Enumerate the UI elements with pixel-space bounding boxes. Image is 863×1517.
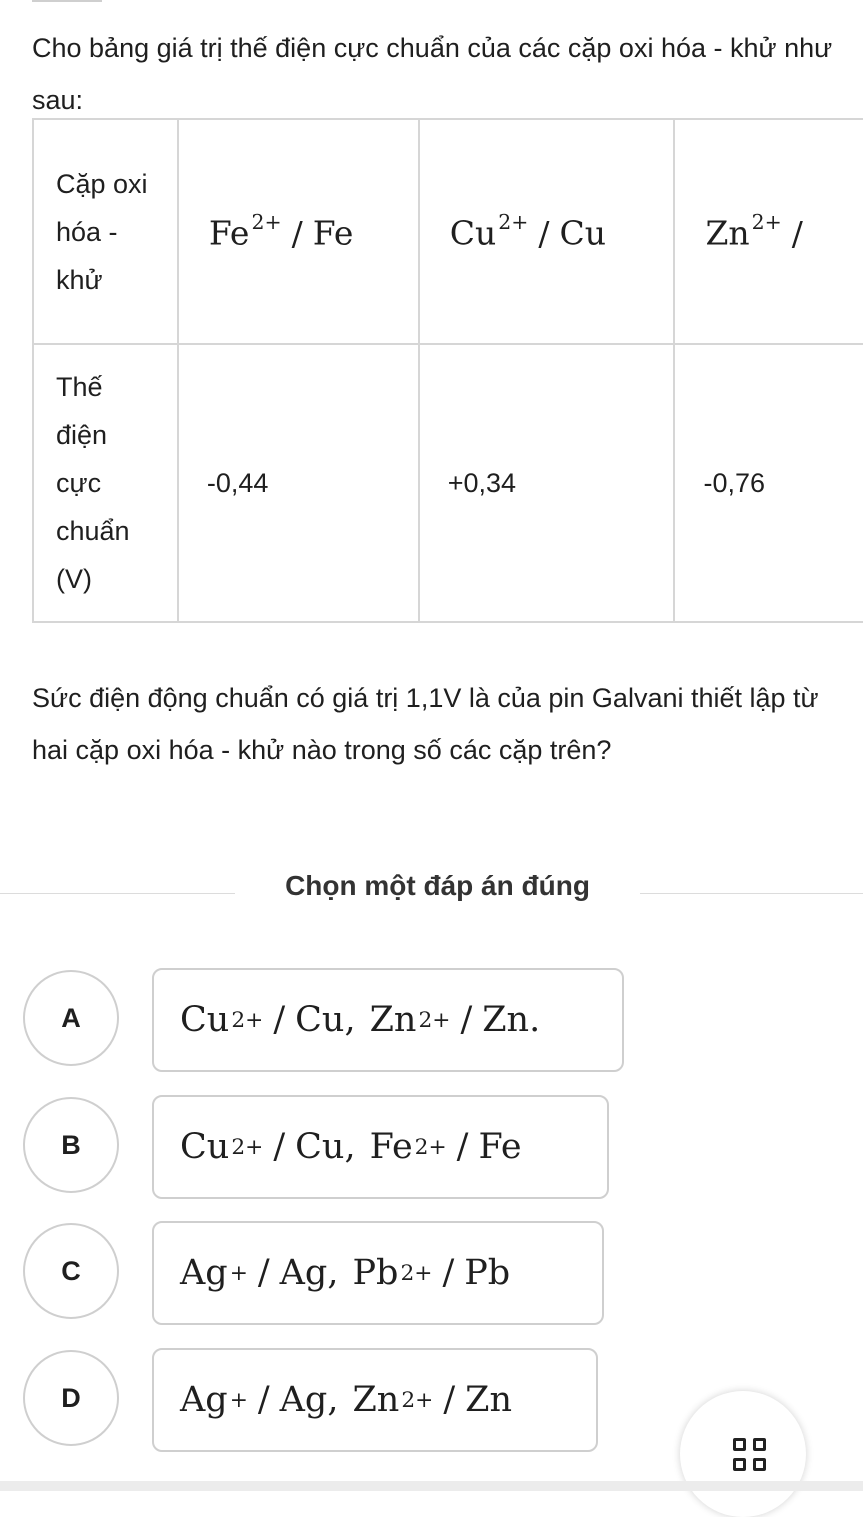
cell-pair-cu: $Cu^{2+}$ / Cu [419,119,675,344]
row-header-pair: Cặp oxi hóa - khử [33,119,178,344]
option-a-letter[interactable] [23,970,119,1066]
option-a-button[interactable]: Cu 2+ / Cu , Zn 2+ / Zn . [152,968,624,1072]
divider [640,893,863,894]
charge-text: 2+ [231,1007,264,1033]
charge-text: 2+ [400,1260,433,1286]
option-letter-text: B [61,1129,81,1160]
cell-potential-cu: +0,34 [419,344,675,622]
ion-text: Fe [208,213,250,253]
cell-pair-fe: $Fe^{2+}$ / Fe [178,119,419,344]
bottom-bar [0,1481,863,1491]
metal-text: Cu [295,1000,345,1040]
metal-text: Zn [482,1000,530,1040]
row-header-potential: Thế điện cực chuẩn (V) [33,344,178,622]
option-c-letter[interactable] [23,1223,119,1319]
ion-text: Pb [352,1253,399,1293]
option-d-button[interactable]: Ag + / Ag , Zn 2+ / Zn [152,1348,598,1452]
table-row [33,119,863,344]
metal-text: Fe [478,1127,522,1167]
table-row [33,344,863,622]
option-letter-text: D [61,1382,81,1413]
metal-text: Ag [279,1253,328,1293]
cell-pair-zn: $Zn^{2+}$ / [674,119,863,344]
metal-text: Pb [464,1253,511,1293]
potential-table [32,118,863,623]
metal-text: Cu [559,213,607,253]
ion-text: Cu [180,1127,230,1167]
ion-text: Ag [180,1253,228,1293]
charge-text: 2+ [231,1134,264,1160]
ion-text: Zn [352,1380,400,1420]
ion-text: Fe [369,1127,413,1167]
ion-text: Ag [180,1380,228,1420]
option-b-letter[interactable] [23,1097,119,1193]
cell-potential-zn: -0,76 [674,344,863,622]
divider [0,893,235,894]
metal-text: Zn [465,1380,513,1420]
charge-text: 2+ [751,210,782,235]
charge-text: + [229,1260,248,1286]
option-c-button[interactable]: Ag + / Ag , Pb 2+ / Pb [152,1221,604,1325]
charge-text: 2+ [418,1007,451,1033]
option-letter-text: A [61,1002,81,1033]
ion-text: Zn [705,213,750,253]
option-d-letter[interactable] [23,1350,119,1446]
top-divider [32,0,102,2]
charge-text: 2+ [498,210,529,235]
metal-text: Cu [295,1127,345,1167]
charge-text: + [229,1387,248,1413]
tail-text: . [529,1000,541,1040]
option-b-button[interactable]: Cu 2+ / Cu , Fe 2+ / Fe [152,1095,609,1199]
charge-text: 2+ [251,210,282,235]
option-letter-text: C [61,1255,81,1286]
question-text: Sức điện động chuẩn có giá trị 1,1V là của pin Galvani thiết lập từ hai cặp oxi hóa - khử nào trong số các cặp trên? [32,683,819,765]
charge-text: 2+ [401,1387,434,1413]
instruction-label: Chọn một đáp án đúng [285,870,590,901]
ion-text: Cu [449,213,497,253]
metal-text: Ag [279,1380,328,1420]
grid-icon[interactable] [733,1438,771,1476]
ion-text: Cu [180,1000,230,1040]
charge-text: 2+ [414,1134,447,1160]
question-intro: Cho bảng giá trị thế điện cực chuẩn của các cặp oxi hóa - khử như sau: [32,33,833,115]
ion-text: Zn [369,1000,417,1040]
cell-potential-fe: -0,44 [178,344,419,622]
metal-text: Fe [312,213,354,253]
